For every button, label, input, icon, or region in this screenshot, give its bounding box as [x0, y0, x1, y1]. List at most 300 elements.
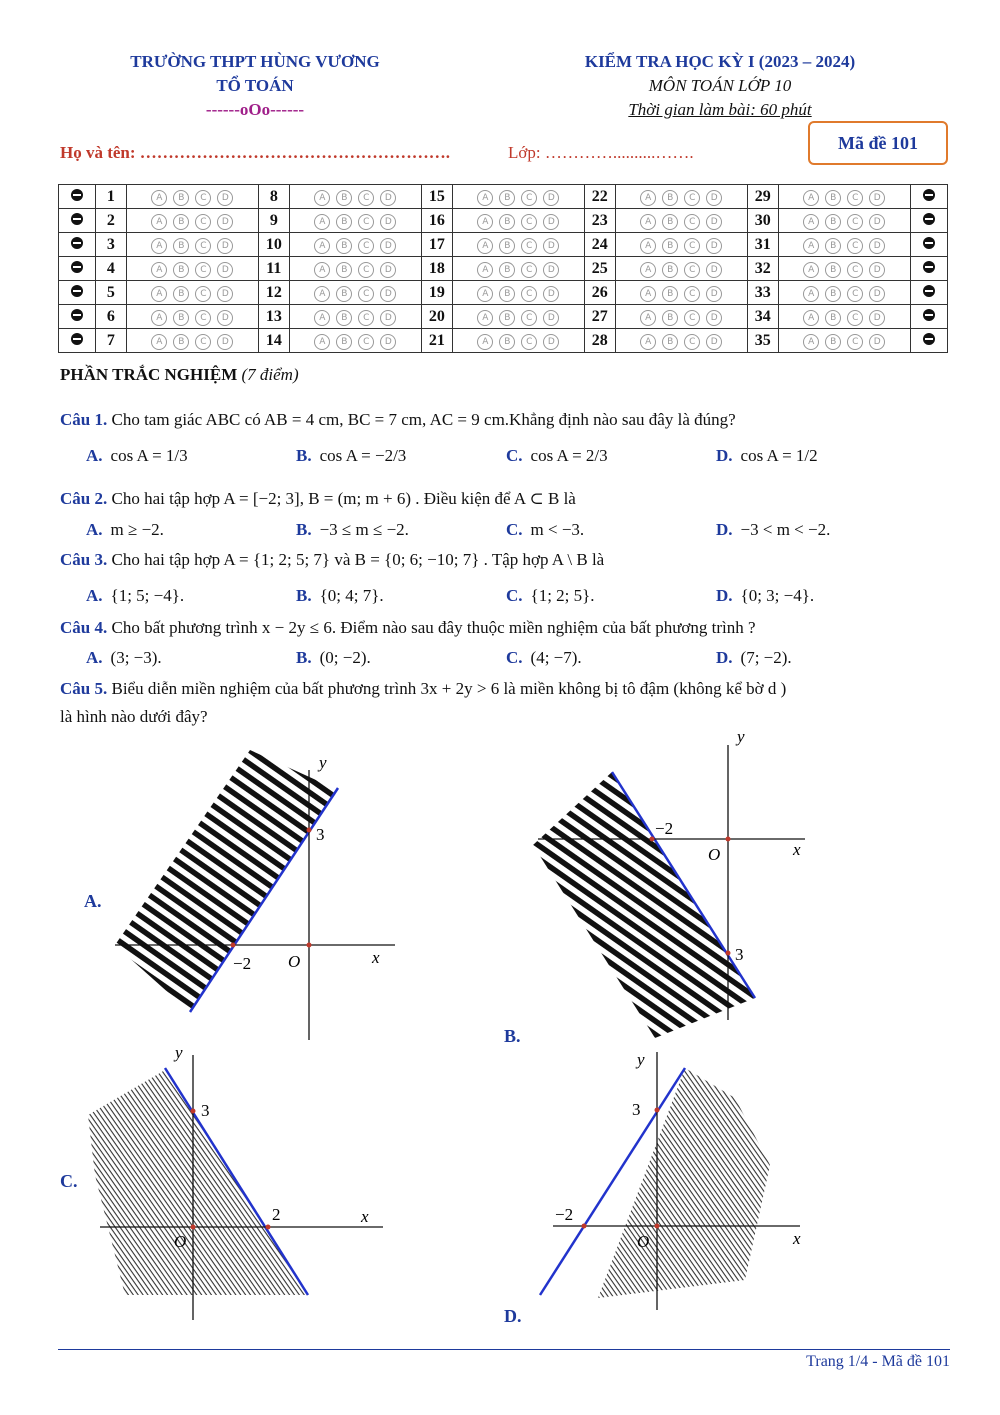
- exam-time: Thời gian làm bài: 60 phút: [628, 100, 812, 119]
- answer-bubble-b[interactable]: B: [173, 262, 189, 278]
- answer-bubble-d[interactable]: D: [217, 190, 233, 206]
- q3-option-a[interactable]: [86, 586, 184, 606]
- answer-bubble-b[interactable]: B: [173, 310, 189, 326]
- answer-bubble-c[interactable]: C: [358, 334, 374, 350]
- answer-bubble-a[interactable]: A: [803, 310, 819, 326]
- q1-b-label: B.: [296, 446, 312, 465]
- answer-bubble-a[interactable]: A: [640, 334, 656, 350]
- answer-bubble-c[interactable]: C: [847, 214, 863, 230]
- timing-mark-icon: [71, 213, 83, 225]
- answer-bubble-a[interactable]: A: [151, 190, 167, 206]
- answer-bubbles: [126, 209, 258, 233]
- figure-b-origin-dot: [726, 837, 731, 842]
- answer-bubble-b[interactable]: B: [662, 214, 678, 230]
- answer-bubble-d[interactable]: D: [380, 214, 396, 230]
- answer-bubble-b[interactable]: B: [336, 214, 352, 230]
- answer-bubble-d[interactable]: D: [380, 190, 396, 206]
- answer-bubbles: [289, 305, 421, 329]
- figure-b-xint-dot: [650, 837, 655, 842]
- q2-option-a[interactable]: [86, 520, 164, 540]
- question-number: 23: [584, 209, 615, 233]
- answer-bubbles: [452, 233, 584, 257]
- figure-c-y-label: y: [175, 1043, 183, 1062]
- answer-bubble-b[interactable]: B: [499, 238, 515, 254]
- answer-bubble-d[interactable]: D: [706, 190, 722, 206]
- timing-mark-right: [910, 257, 947, 281]
- question-number: 13: [259, 305, 290, 329]
- answer-bubble-c[interactable]: C: [358, 262, 374, 278]
- q1-b-text: cos A = −2/3: [319, 446, 407, 465]
- answer-bubble-a[interactable]: A: [477, 214, 493, 230]
- q1-option-b[interactable]: [296, 446, 406, 466]
- q2-a-text: m ≥ −2.: [110, 520, 164, 539]
- answer-bubble-c[interactable]: C: [195, 238, 211, 254]
- question-number: 28: [584, 329, 615, 353]
- answer-bubble-b[interactable]: B: [336, 310, 352, 326]
- answer-bubble-b[interactable]: B: [499, 310, 515, 326]
- answer-bubble-a[interactable]: A: [477, 190, 493, 206]
- answer-bubble-d[interactable]: D: [217, 310, 233, 326]
- answer-bubble-b[interactable]: B: [499, 286, 515, 302]
- timing-mark-right: [910, 329, 947, 353]
- answer-bubble-d[interactable]: D: [217, 334, 233, 350]
- question-number: 9: [259, 209, 290, 233]
- timing-mark-icon: [71, 309, 83, 321]
- answer-bubbles: [289, 209, 421, 233]
- answer-bubble-c[interactable]: C: [358, 214, 374, 230]
- figure-d-origin-dot: [655, 1224, 660, 1229]
- timing-mark-icon: [71, 237, 83, 249]
- answer-bubbles: [615, 281, 747, 305]
- answer-bubble-c[interactable]: C: [847, 286, 863, 302]
- answer-bubble-b[interactable]: B: [825, 190, 841, 206]
- q2-d-text: −3 < m < −2.: [740, 520, 831, 539]
- answer-bubble-a[interactable]: A: [151, 334, 167, 350]
- figure-c-x-label: x: [361, 1207, 369, 1226]
- answer-grid-row: [59, 209, 948, 233]
- answer-bubble-a[interactable]: A: [803, 334, 819, 350]
- q1-option-c[interactable]: [506, 446, 608, 466]
- q4-d-label: D.: [716, 648, 733, 667]
- answer-grid-row: [59, 185, 948, 209]
- q3-text: Cho hai tập hợp A = {1; 2; 5; 7} và B = {0; 6; −10; 7} . Tập hợp A \ B là: [111, 550, 605, 569]
- question-number: 10: [259, 233, 290, 257]
- q4-a-text: (3; −3).: [110, 648, 162, 667]
- answer-bubble-b[interactable]: B: [662, 238, 678, 254]
- figure-a[interactable]: [115, 750, 395, 1040]
- figure-a-yint-dot: [307, 828, 312, 833]
- answer-bubble-a[interactable]: A: [477, 286, 493, 302]
- figure-c[interactable]: [88, 1043, 383, 1320]
- answer-bubble-d[interactable]: D: [869, 286, 885, 302]
- answer-bubble-d[interactable]: D: [217, 286, 233, 302]
- answer-bubble-b[interactable]: B: [173, 238, 189, 254]
- answer-bubble-d[interactable]: D: [869, 334, 885, 350]
- answer-bubble-a[interactable]: A: [803, 286, 819, 302]
- answer-bubble-a[interactable]: A: [314, 286, 330, 302]
- answer-bubble-d[interactable]: D: [380, 310, 396, 326]
- figure-b-origin-label: O: [708, 845, 721, 864]
- answer-bubble-d[interactable]: D: [869, 190, 885, 206]
- question-number: 2: [96, 209, 127, 233]
- q3-b-label: B.: [296, 586, 312, 605]
- header-divider: ------oOo------: [205, 100, 305, 119]
- answer-bubble-b[interactable]: B: [173, 286, 189, 302]
- answer-bubbles: [452, 209, 584, 233]
- answer-bubble-a[interactable]: A: [477, 262, 493, 278]
- q2-d-label: D.: [716, 520, 733, 539]
- q1-option-a[interactable]: [86, 446, 188, 466]
- answer-bubble-d[interactable]: D: [217, 238, 233, 254]
- figure-d-origin-label: O: [637, 1232, 650, 1251]
- figure-a-origin-label: O: [288, 952, 301, 971]
- question-number: 25: [584, 257, 615, 281]
- answer-bubble-a[interactable]: A: [640, 190, 656, 206]
- answer-grid-row: [59, 281, 948, 305]
- answer-bubbles: [778, 281, 910, 305]
- answer-bubble-d[interactable]: D: [869, 310, 885, 326]
- answer-bubble-c[interactable]: C: [684, 334, 700, 350]
- answer-bubble-b[interactable]: B: [336, 238, 352, 254]
- answer-bubble-a[interactable]: A: [314, 190, 330, 206]
- answer-bubbles: [289, 185, 421, 209]
- figure-b-hatched-region: [533, 772, 755, 1038]
- figure-d-shaded-region: [598, 1068, 770, 1298]
- figure-c-tick-2: 2: [272, 1205, 281, 1224]
- answer-bubble-d[interactable]: D: [543, 214, 559, 230]
- q1-text: Cho tam giác ABC có AB = 4 cm, BC = 7 cm, AC = 9 cm.Khẳng định nào sau đây là đúng?: [111, 410, 736, 429]
- q4-option-b[interactable]: [296, 648, 371, 668]
- q3-b-text: {0; 4; 7}.: [319, 586, 384, 605]
- timing-mark-icon: [923, 261, 935, 273]
- answer-bubble-a[interactable]: A: [314, 310, 330, 326]
- answer-bubble-d[interactable]: D: [706, 238, 722, 254]
- answer-bubble-d[interactable]: D: [380, 286, 396, 302]
- answer-bubble-a[interactable]: A: [151, 310, 167, 326]
- q2-c-label: C.: [506, 520, 523, 539]
- q3-label: Câu 3.: [60, 550, 108, 569]
- figure-c-tick-3: 3: [201, 1101, 210, 1120]
- answer-bubble-a[interactable]: A: [640, 238, 656, 254]
- answer-bubble-c[interactable]: C: [195, 214, 211, 230]
- figure-d-x-label: x: [793, 1229, 801, 1248]
- answer-bubbles: [289, 257, 421, 281]
- answer-bubble-b[interactable]: B: [173, 190, 189, 206]
- figure-c-yint-dot: [191, 1109, 196, 1114]
- page-footer: Trang 1/4 - Mã đề 101: [806, 1353, 950, 1370]
- student-name-field: Họ và tên: ……………………………………………….: [60, 143, 451, 162]
- question-number: 15: [421, 185, 452, 209]
- answer-bubble-d[interactable]: D: [380, 262, 396, 278]
- figure-b-x-label: x: [793, 840, 801, 859]
- q4-b-text: (0; −2).: [319, 648, 371, 667]
- answer-bubble-b[interactable]: B: [499, 334, 515, 350]
- answer-bubble-a[interactable]: A: [314, 214, 330, 230]
- answer-bubble-c[interactable]: C: [358, 286, 374, 302]
- figure-a-origin-dot: [307, 943, 312, 948]
- timing-mark-icon: [71, 333, 83, 345]
- answer-bubbles: [615, 329, 747, 353]
- answer-bubble-b[interactable]: B: [662, 190, 678, 206]
- q4-d-text: (7; −2).: [740, 648, 792, 667]
- timing-mark-icon: [71, 189, 83, 201]
- answer-bubble-c[interactable]: C: [847, 190, 863, 206]
- q5-figures: [0, 720, 1000, 1340]
- answer-bubble-b[interactable]: B: [825, 214, 841, 230]
- answer-bubble-a[interactable]: A: [640, 214, 656, 230]
- answer-bubble-d[interactable]: D: [543, 286, 559, 302]
- answer-bubble-d[interactable]: D: [869, 262, 885, 278]
- answer-bubble-a[interactable]: A: [803, 190, 819, 206]
- figure-d-y-label: y: [637, 1050, 645, 1069]
- answer-bubble-c[interactable]: C: [847, 238, 863, 254]
- q4-c-label: C.: [506, 648, 523, 667]
- answer-bubbles: [615, 305, 747, 329]
- answer-bubble-d[interactable]: D: [869, 238, 885, 254]
- answer-bubble-b[interactable]: B: [825, 238, 841, 254]
- answer-bubble-a[interactable]: A: [477, 334, 493, 350]
- answer-bubble-c[interactable]: C: [358, 310, 374, 326]
- answer-bubble-b[interactable]: B: [173, 334, 189, 350]
- answer-bubble-a[interactable]: A: [803, 262, 819, 278]
- answer-bubble-a[interactable]: A: [640, 262, 656, 278]
- question-number: 20: [421, 305, 452, 329]
- answer-bubble-b[interactable]: B: [499, 214, 515, 230]
- answer-bubble-b[interactable]: B: [499, 190, 515, 206]
- answer-bubble-c[interactable]: C: [684, 310, 700, 326]
- timing-mark-left: [59, 209, 96, 233]
- q5-text-line2: là hình nào dưới đây?: [60, 707, 208, 726]
- answer-bubble-d[interactable]: D: [217, 262, 233, 278]
- answer-bubble-b[interactable]: B: [662, 262, 678, 278]
- answer-bubble-b[interactable]: B: [825, 262, 841, 278]
- answer-bubble-a[interactable]: A: [314, 334, 330, 350]
- question-number: 35: [747, 329, 778, 353]
- timing-mark-icon: [71, 261, 83, 273]
- student-class-field: Lớp: …………..........…….: [508, 143, 694, 162]
- q4-label: Câu 4.: [60, 618, 108, 637]
- figure-c-option-label: C.: [60, 1171, 78, 1191]
- q1-a-text: cos A = 1/3: [110, 446, 188, 465]
- answer-bubbles: [452, 185, 584, 209]
- answer-bubbles: [289, 233, 421, 257]
- question-number: 18: [421, 257, 452, 281]
- answer-bubble-a[interactable]: A: [151, 214, 167, 230]
- answer-bubbles: [126, 185, 258, 209]
- q4-option-d[interactable]: [716, 648, 792, 668]
- answer-bubbles: [615, 209, 747, 233]
- question-number: 14: [259, 329, 290, 353]
- answer-grid-row: [59, 257, 948, 281]
- answer-bubble-b[interactable]: B: [336, 286, 352, 302]
- figure-d-tick-neg2: −2: [555, 1205, 574, 1224]
- answer-bubble-c[interactable]: C: [684, 286, 700, 302]
- answer-bubble-d[interactable]: D: [869, 214, 885, 230]
- q2-a-label: A.: [86, 520, 103, 539]
- answer-bubble-c[interactable]: C: [195, 190, 211, 206]
- figure-d-yint-dot: [655, 1108, 660, 1113]
- q2-b-text: −3 ≤ m ≤ −2.: [319, 520, 409, 539]
- q2-label: Câu 2.: [60, 489, 108, 508]
- answer-bubble-a[interactable]: A: [803, 214, 819, 230]
- question-number: 4: [96, 257, 127, 281]
- timing-mark-icon: [923, 285, 935, 297]
- answer-bubbles: [289, 281, 421, 305]
- question-3: [60, 550, 604, 570]
- answer-bubble-c[interactable]: C: [521, 238, 537, 254]
- answer-bubble-a[interactable]: A: [151, 238, 167, 254]
- figure-d[interactable]: [540, 1050, 801, 1310]
- q2-option-d[interactable]: [716, 520, 830, 540]
- q2-text: Cho hai tập hợp A = [−2; 3], B = (m; m + 6) . Điều kiện để A ⊂ B là: [111, 489, 576, 508]
- answer-bubbles: [126, 281, 258, 305]
- answer-grid-row: [59, 329, 948, 353]
- answer-bubble-c[interactable]: C: [195, 334, 211, 350]
- answer-bubble-c[interactable]: C: [521, 286, 537, 302]
- figure-c-origin-label: O: [174, 1232, 187, 1251]
- answer-bubble-b[interactable]: B: [825, 286, 841, 302]
- answer-bubble-d[interactable]: D: [706, 214, 722, 230]
- answer-bubble-c[interactable]: C: [684, 238, 700, 254]
- figure-a-tick-neg2: −2: [233, 954, 252, 973]
- answer-bubble-d[interactable]: D: [543, 262, 559, 278]
- answer-bubble-a[interactable]: A: [151, 262, 167, 278]
- question-number: 32: [747, 257, 778, 281]
- q2-option-b[interactable]: [296, 520, 409, 540]
- answer-bubbles: [452, 257, 584, 281]
- answer-bubble-b[interactable]: B: [662, 310, 678, 326]
- answer-bubble-c[interactable]: C: [521, 310, 537, 326]
- q1-label: Câu 1.: [60, 410, 108, 429]
- answer-bubble-c[interactable]: C: [521, 262, 537, 278]
- figure-a-x-label: x: [372, 948, 380, 967]
- answer-bubble-c[interactable]: C: [195, 310, 211, 326]
- answer-bubbles: [778, 329, 910, 353]
- q3-option-d[interactable]: [716, 586, 814, 606]
- q3-d-label: D.: [716, 586, 733, 605]
- answer-bubble-c[interactable]: C: [684, 262, 700, 278]
- answer-bubble-a[interactable]: A: [314, 238, 330, 254]
- answer-bubble-c[interactable]: C: [195, 286, 211, 302]
- exam-title: KIỂM TRA HỌC KỲ I (2023 – 2024): [584, 52, 856, 71]
- answer-bubble-a[interactable]: A: [640, 310, 656, 326]
- answer-bubble-b[interactable]: B: [499, 262, 515, 278]
- answer-bubble-c[interactable]: C: [521, 214, 537, 230]
- timing-mark-icon: [923, 237, 935, 249]
- answer-grid-row: [59, 305, 948, 329]
- question-number: 34: [747, 305, 778, 329]
- timing-mark-left: [59, 281, 96, 305]
- answer-bubble-b[interactable]: B: [662, 334, 678, 350]
- answer-bubble-d[interactable]: D: [217, 214, 233, 230]
- answer-bubble-a[interactable]: A: [314, 262, 330, 278]
- answer-bubble-b[interactable]: B: [336, 262, 352, 278]
- q3-a-label: A.: [86, 586, 103, 605]
- answer-bubble-d[interactable]: D: [543, 334, 559, 350]
- answer-bubble-b[interactable]: B: [825, 310, 841, 326]
- q1-option-d[interactable]: [716, 446, 818, 466]
- answer-bubble-c[interactable]: C: [521, 190, 537, 206]
- answer-bubble-b[interactable]: B: [825, 334, 841, 350]
- q2-option-c[interactable]: [506, 520, 584, 540]
- answer-bubble-c[interactable]: C: [195, 262, 211, 278]
- figure-b-yint-dot: [726, 951, 731, 956]
- q3-option-b[interactable]: [296, 586, 384, 606]
- answer-bubble-d[interactable]: D: [543, 310, 559, 326]
- answer-bubble-d[interactable]: D: [706, 262, 722, 278]
- timing-mark-right: [910, 185, 947, 209]
- question-number: 24: [584, 233, 615, 257]
- figure-a-y-label: y: [319, 753, 327, 772]
- question-number: 19: [421, 281, 452, 305]
- answer-bubbles: [452, 329, 584, 353]
- answer-bubble-d[interactable]: D: [706, 286, 722, 302]
- answer-bubble-c[interactable]: C: [358, 238, 374, 254]
- question-number: 6: [96, 305, 127, 329]
- answer-bubbles: [778, 209, 910, 233]
- answer-bubble-a[interactable]: A: [803, 238, 819, 254]
- answer-bubble-b[interactable]: B: [336, 190, 352, 206]
- exam-subject: MÔN TOÁN LỚP 10: [648, 76, 792, 95]
- q4-option-c[interactable]: [506, 648, 582, 668]
- timing-mark-right: [910, 209, 947, 233]
- answer-bubble-d[interactable]: D: [543, 238, 559, 254]
- answer-bubble-c[interactable]: C: [684, 190, 700, 206]
- answer-bubbles: [778, 185, 910, 209]
- answer-bubble-c[interactable]: C: [521, 334, 537, 350]
- figure-c-shaded-region: [88, 1070, 308, 1295]
- answer-bubble-b[interactable]: B: [662, 286, 678, 302]
- question-number: 16: [421, 209, 452, 233]
- answer-bubble-d[interactable]: D: [380, 238, 396, 254]
- answer-bubble-d[interactable]: D: [706, 310, 722, 326]
- figure-c-origin-dot: [191, 1225, 196, 1230]
- answer-bubble-d[interactable]: D: [380, 334, 396, 350]
- timing-mark-right: [910, 281, 947, 305]
- timing-mark-right: [910, 305, 947, 329]
- answer-bubble-c[interactable]: C: [847, 334, 863, 350]
- answer-bubbles: [452, 281, 584, 305]
- figure-b[interactable]: [533, 727, 805, 1038]
- answer-bubble-a[interactable]: A: [477, 310, 493, 326]
- answer-bubble-d[interactable]: D: [706, 334, 722, 350]
- timing-mark-left: [59, 233, 96, 257]
- question-number: 17: [421, 233, 452, 257]
- answer-bubble-c[interactable]: C: [684, 214, 700, 230]
- question-number: 27: [584, 305, 615, 329]
- figure-a-hatched-region: [115, 750, 338, 1012]
- answer-bubble-d[interactable]: D: [543, 190, 559, 206]
- answer-bubble-c[interactable]: C: [847, 262, 863, 278]
- q4-option-a[interactable]: [86, 648, 162, 668]
- q3-option-c[interactable]: [506, 586, 595, 606]
- figure-b-option-label: B.: [504, 1026, 521, 1046]
- answer-bubble-b[interactable]: B: [173, 214, 189, 230]
- q4-b-label: B.: [296, 648, 312, 667]
- q1-d-text: cos A = 1/2: [740, 446, 818, 465]
- answer-bubble-b[interactable]: B: [336, 334, 352, 350]
- answer-bubble-a[interactable]: A: [477, 238, 493, 254]
- answer-bubble-c[interactable]: C: [358, 190, 374, 206]
- answer-bubble-c[interactable]: C: [847, 310, 863, 326]
- answer-bubble-a[interactable]: A: [640, 286, 656, 302]
- answer-bubble-a[interactable]: A: [151, 286, 167, 302]
- question-number: 30: [747, 209, 778, 233]
- q5-label: Câu 5.: [60, 679, 108, 698]
- answer-bubbles: [615, 185, 747, 209]
- question-number: 26: [584, 281, 615, 305]
- timing-mark-left: [59, 305, 96, 329]
